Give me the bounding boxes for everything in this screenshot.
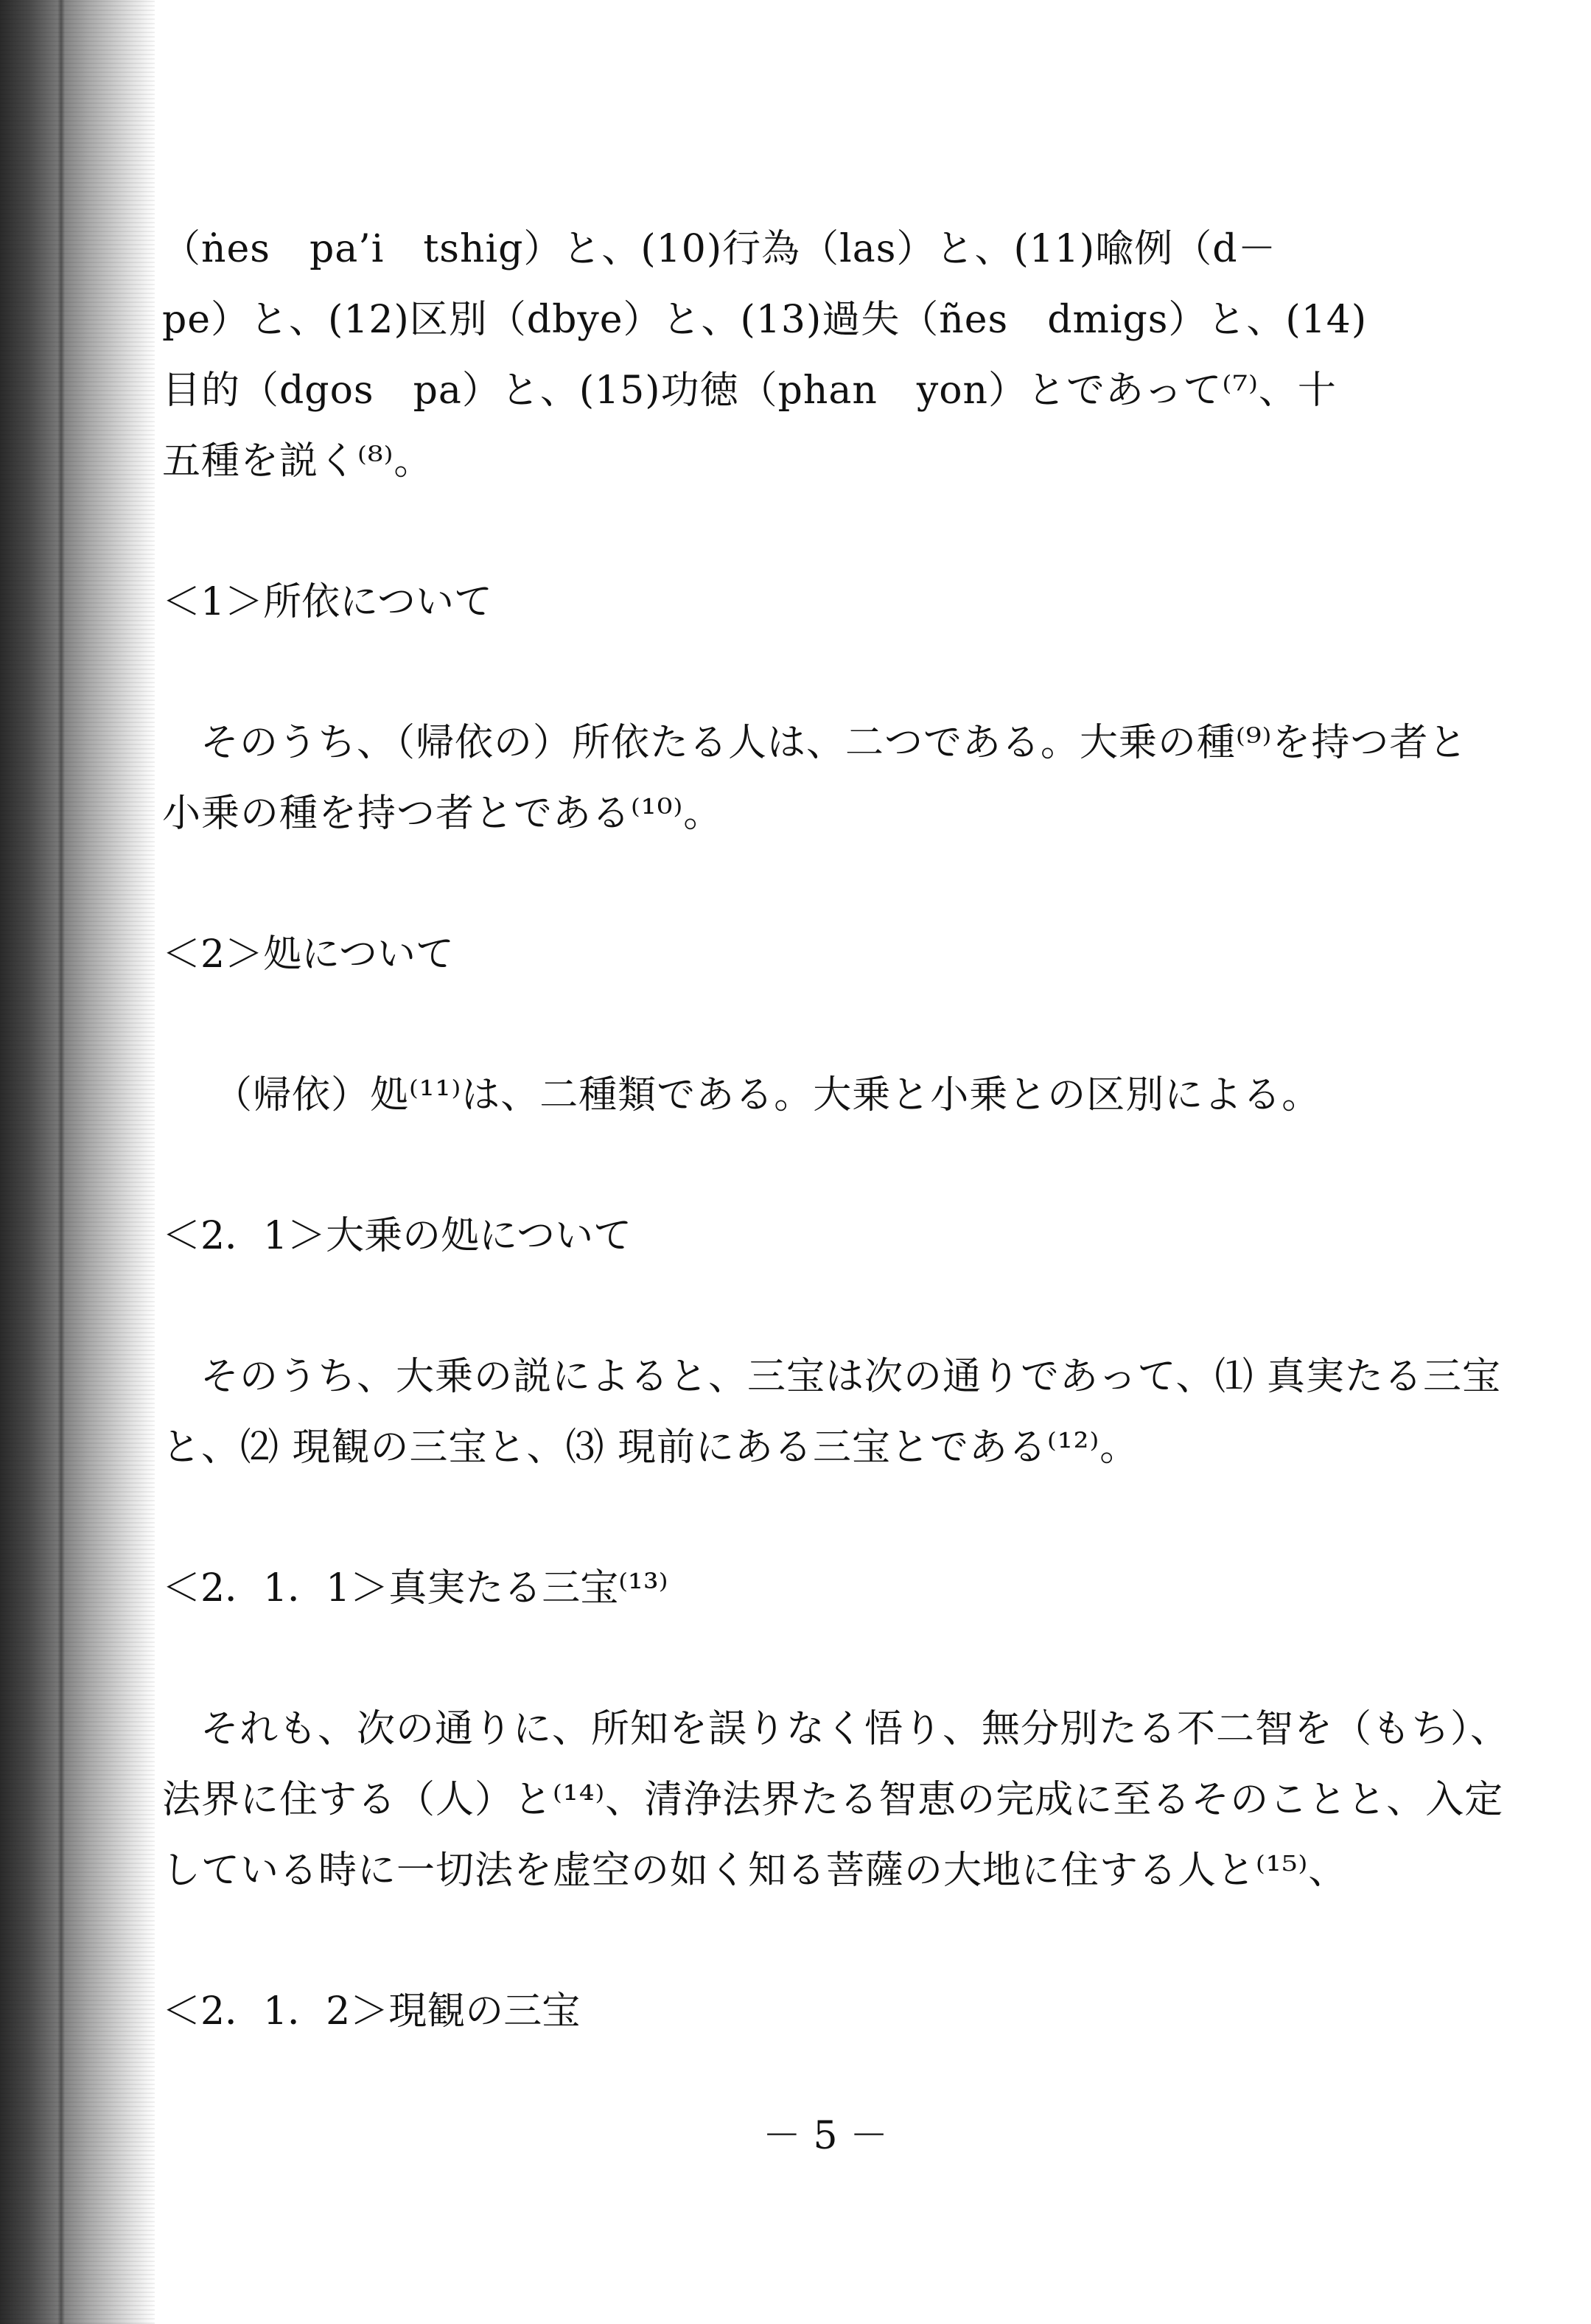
section-heading: ＜2．1．1＞真実たる三宝⁽¹³⁾ [162, 1566, 668, 1611]
spacer [162, 1271, 1459, 1341]
text-line: そのうち、（帰依の）所依たる人は、二つである。大乗の種⁽⁹⁾を持つ者と [200, 721, 1468, 765]
spacer [162, 1624, 1459, 1694]
section-heading: ＜1＞所依について [162, 580, 493, 624]
text-line: （帰依）処⁽¹¹⁾は、二種類である。大乗と小乗との区別による。 [214, 1073, 1321, 1117]
section-paragraph [162, 1694, 1510, 1906]
text-line: している時に一切法を虚空の如く知る菩薩の大地に住する人と⁽¹⁵⁾、 [162, 1849, 1348, 1893]
section-paragraph [162, 708, 1468, 849]
spacer [162, 849, 1459, 919]
book-binding-shadow [0, 0, 155, 2324]
section-paragraph [162, 1060, 1459, 1131]
intro-paragraph [162, 214, 1459, 497]
section-heading: ＜2＞処について [162, 932, 455, 977]
text-line: と、⑵ 現観の三宝と、⑶ 現前にある三宝とである⁽¹²⁾。 [162, 1426, 1139, 1470]
text-line: それも、次の通りに、所知を誤りなく悟り、無分別たる不二智を（もち）、 [200, 1707, 1510, 1751]
page-number: － 5 － [762, 2114, 889, 2158]
text-line: 目的（dgos pa）と、(15)功徳（phan yon）とであって⁽⁷⁾、十 [162, 369, 1337, 413]
text-line: 五種を説く⁽⁸⁾。 [162, 439, 433, 484]
section-heading: ＜2．1＞大乗の処について [162, 1214, 632, 1258]
spacer [162, 1131, 1459, 1201]
page-body [162, 214, 1510, 2047]
spacer [162, 497, 1459, 567]
text-line: そのうち、大乗の説によると、三宝は次の通りであって、⑴ 真実たる三宝 [200, 1355, 1501, 1399]
spacer [162, 1906, 1459, 1976]
text-line: 小乗の種を持つ者とである⁽¹⁰⁾。 [162, 792, 723, 836]
text-line: （ṅes pa’i tshig）と、(10)行為（las）と、(11)喩例（d－ [162, 227, 1277, 271]
section-heading: ＜2．1．2＞現観の三宝 [162, 1989, 581, 2034]
text-line: 法界に住する（人）と⁽¹⁴⁾、清浄法界たる智恵の完成に至るそのことと、入定 [162, 1778, 1504, 1822]
text-line: pe）と、(12)区別（dbye）と、(13)過失（ñes dmigs）と、(14) [162, 298, 1368, 342]
spacer [162, 638, 1459, 708]
spacer [162, 990, 1459, 1060]
spacer [162, 1483, 1459, 1553]
section-paragraph [162, 1341, 1501, 1483]
binding-fold-line [57, 0, 65, 2324]
